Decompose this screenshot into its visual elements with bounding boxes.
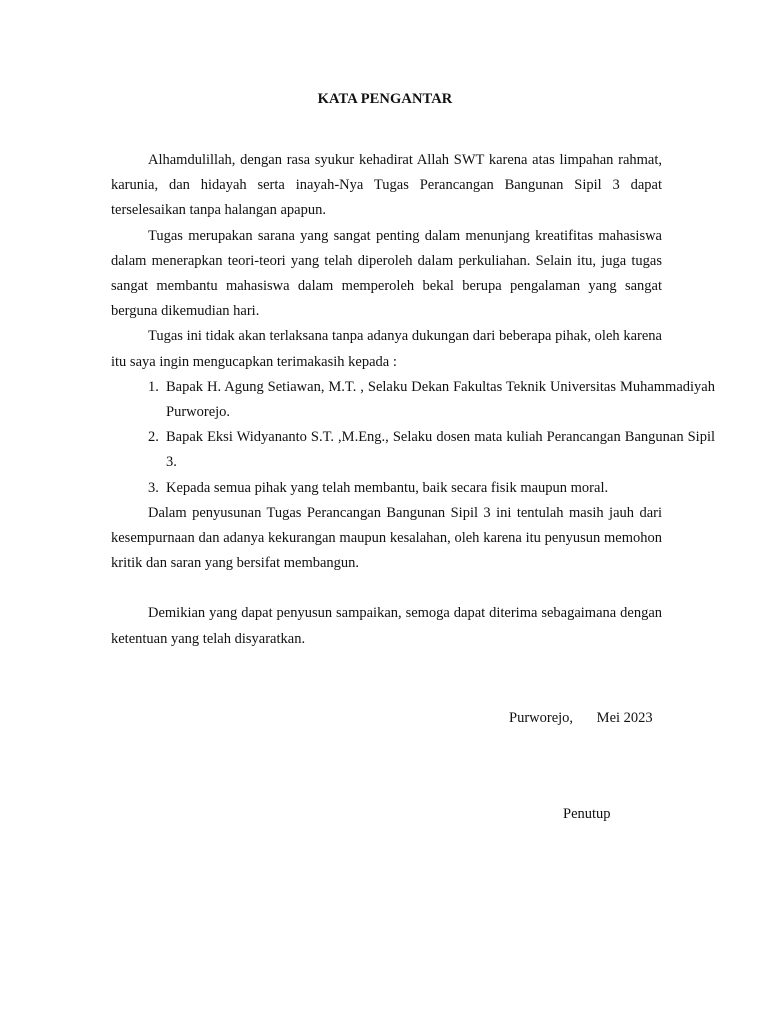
paragraph-spacer xyxy=(111,576,662,601)
list-item-number: 1. xyxy=(148,378,159,395)
paragraph-closing: Demikian yang dapat penyusun sampaikan, semoga dapat diterima sebagaimana dengan ketentuan yang telah disyaratkan. xyxy=(111,605,662,647)
list-item xyxy=(148,425,715,475)
list-item-text: Kepada semua pihak yang telah membantu, baik secara fisik maupun moral. xyxy=(166,479,609,496)
signature-closing: Penutup xyxy=(563,806,611,822)
list-item-number: 3. xyxy=(148,479,159,496)
paragraph-purpose: Tugas merupakan sarana yang sangat penting dalam menunjang kreatifitas mahasiswa dalam menerapkan teori-teori yang telah diperoleh dalam perkuliahan. Selain itu, juga tugas sangat membantu mahasiswa dalam memperoleh bekal berupa pengalaman yang sangat berguna dikemudian hari. xyxy=(111,227,662,320)
page-title: KATA PENGANTAR xyxy=(317,91,453,107)
list-item-text: Bapak H. Agung Setiawan, M.T. , Selaku Dekan Fakultas Teknik Universitas Muhammadiyah Purworejo. xyxy=(166,378,715,421)
thanks-list xyxy=(148,375,715,501)
document-body xyxy=(111,148,715,652)
paragraph-limitations: Dalam penyusunan Tugas Perancangan Bangunan Sipil 3 ini tentulah masih jauh dari kesempurnaan dan adanya kekurangan maupun kesalahan, oleh karena itu penyusun memohon kritik dan saran yang bersifat membangun. xyxy=(111,504,662,572)
date-label: Mei 2023 xyxy=(596,710,653,726)
list-item xyxy=(148,375,715,425)
place-date xyxy=(509,710,653,727)
list-item-number: 2. xyxy=(148,429,159,446)
list-item xyxy=(148,476,715,501)
paragraph-opening: Alhamdulillah, dengan rasa syukur kehadirat Allah SWT karena atas limpahan rahmat, karunia, dan hidayah serta inayah-Nya Tugas Perancangan Bangunan Sipil 3 dapat terselesaikan tanpa halangan apapun. xyxy=(111,152,662,219)
paragraph-thanks-intro: Tugas ini tidak akan terlaksana tanpa adanya dukungan dari beberapa pihak, oleh karena itu saya ingin mengucapkan terimakasih kepada : xyxy=(111,328,662,370)
place-label: Purworejo, xyxy=(509,710,574,726)
list-item-text: Bapak Eksi Widyananto S.T. ,M.Eng., Selaku dosen mata kuliah Perancangan Bangunan Sipil 3. xyxy=(166,429,715,471)
